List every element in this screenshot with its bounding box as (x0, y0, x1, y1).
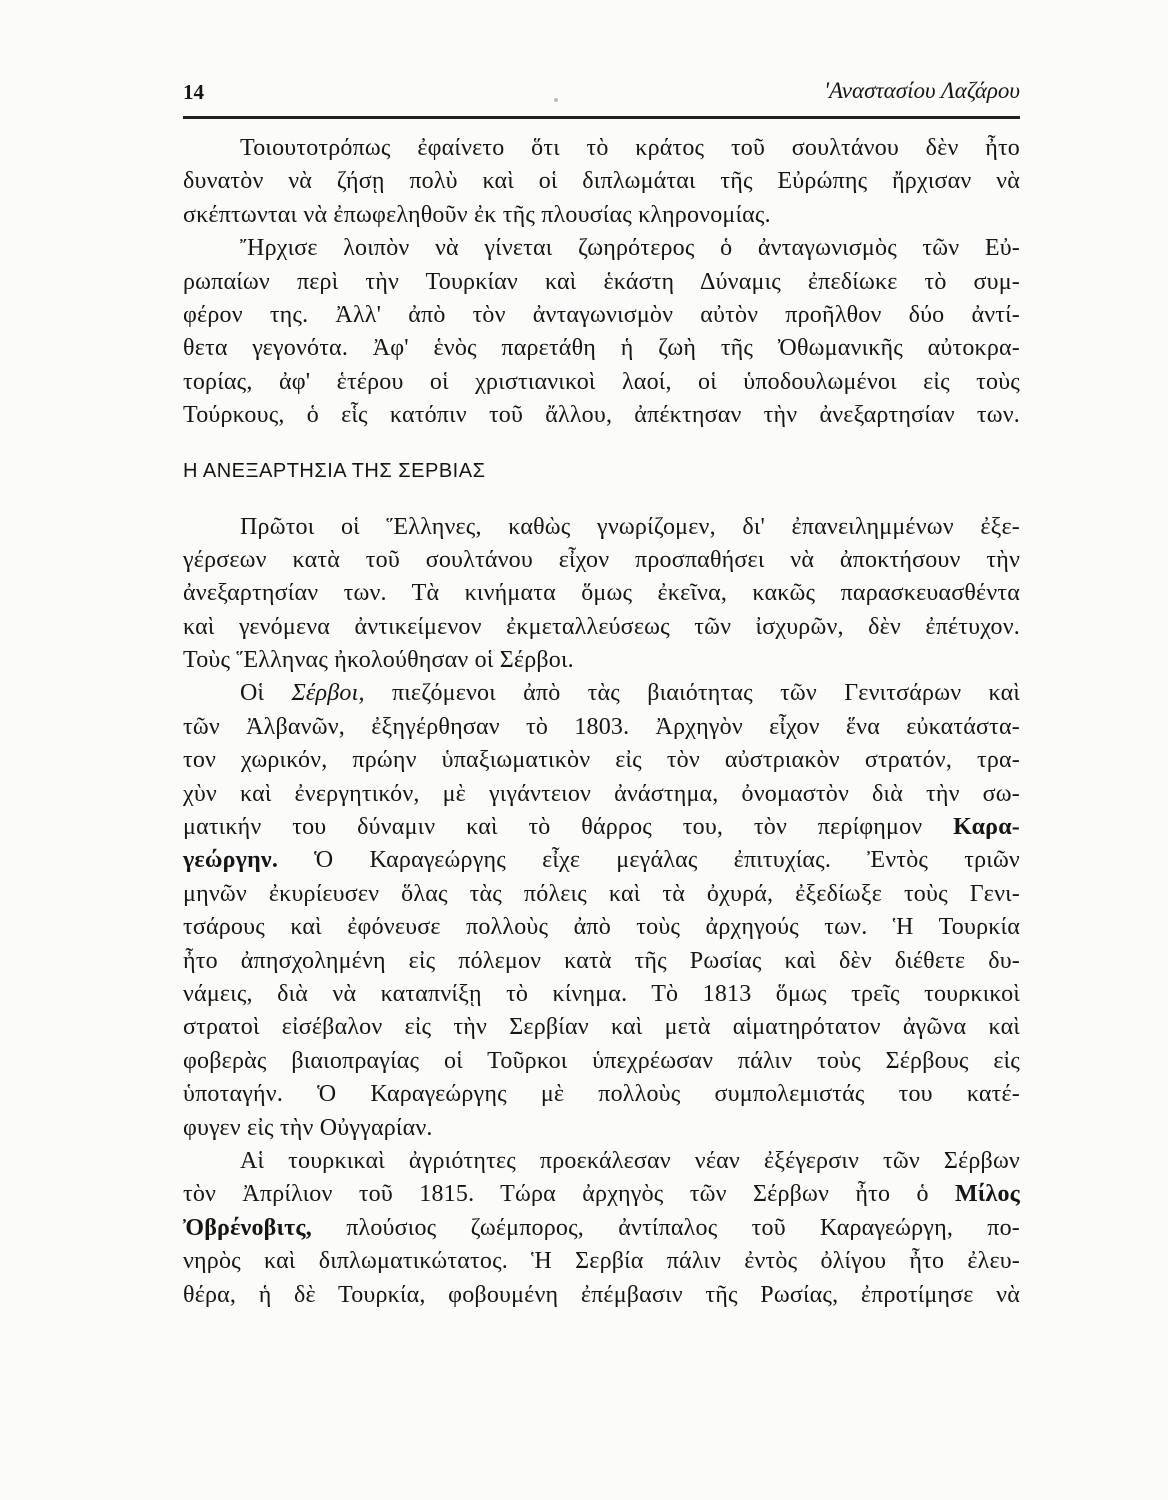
text-line: φέρον της. Ἀλλ' ἀπὸ τὸν ἀνταγωνισμὸν αὐτὸν προῆλθον δύο ἀντί- (183, 301, 1020, 328)
italic-term: Σέρβοι, (291, 680, 365, 707)
text-line: φοβερὰς βιαιοπραγίας οἱ Τοῦρκοι ὑπεχρέωσαν πάλιν τοὺς Σέρβους εἰς (183, 1047, 1020, 1074)
text-line: Ἤρχισε λοιπὸν νὰ γίνεται ζωηρότερος ὁ ἀνταγωνισμὸς τῶν Εὐ- (240, 235, 1020, 262)
text-line: ἀνεξαρτησίαν των. Τὰ κινήματα ὅμως ἐκεῖνα, κακῶς παρασκευασθέντα (183, 580, 1020, 607)
text-line: θετα γεγονότα. Ἀφ' ἑνὸς παρετάθη ἡ ζωὴ τῆς Ὀθωμανικῆς αὐτοκρα- (183, 335, 1020, 362)
page-number: 14 (183, 80, 204, 104)
text-line (183, 1178, 1020, 1211)
text-line: νάμεις, διὰ νὰ καταπνίξῃ τὸ κίνημα. Τὸ 1813 ὅμως τρεῖς τουρκικοὶ (183, 980, 1020, 1007)
text-run: Οἱ (240, 680, 292, 707)
bold-name: Μίλος (954, 1181, 1020, 1208)
text-line: τορίας, ἀφ' ἑτέρου οἱ χριστιανικοὶ λαοί, οἱ ὑποδουλωμένοι εἰς τοὺς (183, 368, 1020, 395)
text-run: Ὁ Καραγεώργης εἶχε μεγάλας ἐπιτυχίας. Ἐντὸς τριῶν (278, 847, 1020, 874)
text-line: φυγεν εἰς τὴν Οὐγγαρίαν. (183, 1114, 433, 1141)
text-line: τον χωρικόν, πρώην ὑπαξιωματικὸν εἰς τὸν αὐστριακὸν στρατόν, τρα- (183, 747, 1020, 774)
text-line: χὺν καὶ ἐνεργητικόν, μὲ γιγάντειον ἀνάστημα, ὀνομαστὸν διὰ τὴν σω- (183, 780, 1020, 807)
text-line: μηνῶν ἐκυρίευσεν ὅλας τὰς πόλεις καὶ τὰ ὀχυρά, ἐξεδίωξε τοὺς Γενι- (183, 880, 1020, 907)
text-line: ἦτο ἀπησχολημένη εἰς πόλεμον κατὰ τῆς Ρωσίας καὶ δὲν διέθετε δυ- (183, 947, 1020, 974)
text-line: Τούρκους, ὁ εἷς κατόπιν τοῦ ἄλλου, ἀπέκτησαν τὴν ἀνεξαρτησίαν των. (183, 402, 1020, 429)
bold-name: γεώργην. (183, 847, 279, 874)
text-line: Πρῶτοι οἱ Ἕλληνες, καθὼς γνωρίζομεν, δι' ἐπανειλημμένων ἐξε- (240, 513, 1020, 540)
paragraph-5 (183, 1145, 1020, 1312)
paragraph-4 (183, 677, 1020, 1144)
text-line (183, 844, 1020, 877)
text-run: πλούσιος ζωέμπορος, ἀντίπαλος τοῦ Καραγεώργη, πο- (311, 1214, 1020, 1241)
text-line: ρωπαίων περὶ τὴν Τουρκίαν καὶ ἑκάστη Δύναμις ἐπεδίωκε τὸ συμ- (183, 268, 1020, 295)
paragraph-3 (183, 511, 1020, 678)
text-line: ὑποταγήν. Ὁ Καραγεώργης μὲ πολλοὺς συμπολεμιστάς του κατέ- (183, 1081, 1020, 1108)
body-text (183, 132, 1020, 1312)
text-run: πιεζόμενοι ἀπὸ τὰς βιαιότητας τῶν Γενιτσάρων καὶ (364, 680, 1021, 707)
text-run: ματικήν του δύναμιν καὶ τὸ θάρρος του, τὸν περίφημον (183, 814, 954, 841)
paragraph-2 (183, 232, 1020, 432)
text-line: νηρὸς καὶ διπλωματικώτατος. Ἡ Σερβία πάλιν ἐντὸς ὀλίγου ἦτο ἐλευ- (183, 1248, 1020, 1275)
text-line: θέρα, ἡ δὲ Τουρκία, φοβουμένη ἐπέμβασιν τῆς Ρωσίας, ἐπροτίμησε νὰ (183, 1281, 1020, 1308)
bold-name: Καρα- (953, 814, 1020, 841)
text-line: τσάρους καὶ ἐφόνευσε πολλοὺς ἀπὸ τοὺς ἀρχηγούς των. Ἡ Τουρκία (183, 914, 1020, 941)
bold-name: Ὀβρένοβιτς, (183, 1214, 312, 1241)
text-line: στρατοὶ εἰσέβαλον εἰς τὴν Σερβίαν καὶ μετὰ αἱματηρότατον ἀγῶνα καὶ (183, 1014, 1020, 1041)
text-line: γέρσεων κατὰ τοῦ σουλτάνου εἶχον προσπαθήσει νὰ ἀποκτήσουν τὴν (183, 546, 1020, 573)
section-heading: Η ΑΝΕΞΑΡΤΗΣΙΑ ΤΗΣ ΣΕΡΒΙΑΣ (183, 459, 486, 482)
text-run: τὸν Ἀπρίλιον τοῦ 1815. Τώρα ἀρχηγὸς τῶν Σέρβων ἦτο ὁ (183, 1181, 955, 1208)
running-head: 'Αναστασίου Λαζάρου (824, 78, 1020, 103)
text-line: τῶν Ἀλβανῶν, ἐξηγέρθησαν τὸ 1803. Ἀρχηγὸν εἶχον ἕνα εὐκατάστα- (183, 713, 1020, 740)
page-header (183, 72, 1020, 119)
text-line: Τοὺς Ἕλληνας ἠκολούθησαν οἱ Σέρβοι. (183, 647, 574, 674)
text-line: σκέπτωνται νὰ ἐπωφεληθοῦν ἐκ τῆς πλουσίας κληρονομίας. (183, 201, 771, 228)
text-line: καὶ γενόμενα ἀντικείμενον ἐκμεταλλεύσεως τῶν ἰσχυρῶν, δὲν ἐπέτυχον. (183, 613, 1020, 640)
text-line: Τοιουτοτρόπως ἐφαίνετο ὅτι τὸ κράτος τοῦ σουλτάνου δὲν ἦτο (240, 135, 1020, 161)
text-line: δυνατὸν νὰ ζήσῃ πολὺ καὶ οἱ διπλωμάται τῆς Εὐρώπης ἤρχισαν νὰ (183, 168, 1020, 195)
text-line (183, 677, 1020, 710)
text-line (183, 811, 1020, 844)
text-line: Αἱ τουρκικαὶ ἀγριότητες προεκάλεσαν νέαν ἐξέγερσιν τῶν Σέρβων (240, 1147, 1020, 1174)
text-line (183, 1212, 1020, 1245)
paragraph-1 (183, 132, 1020, 232)
